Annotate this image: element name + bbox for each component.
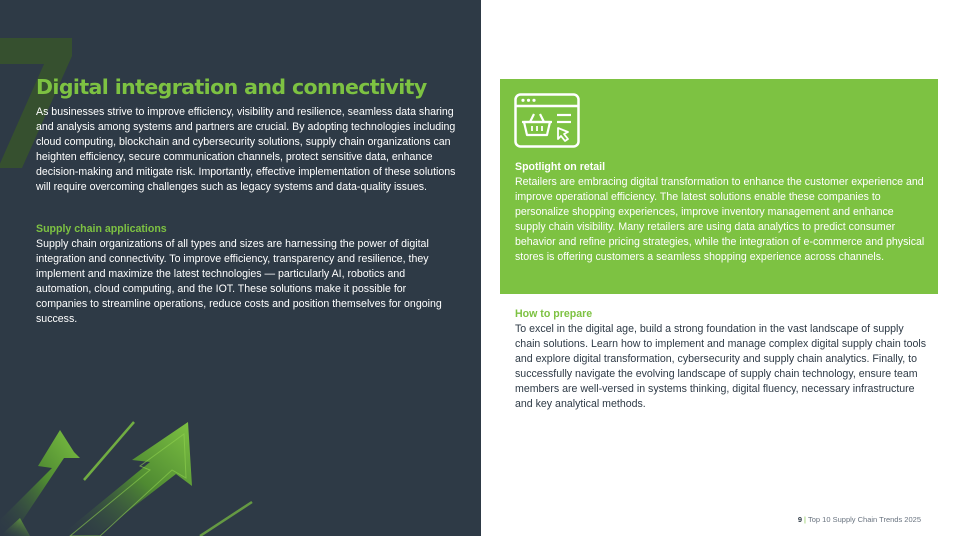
spotlight-paragraph: Retailers are embracing digital transformation to enhance the customer experience and improve operational efficiency. The latest solutions enable these companies to personalize shopping experiences, improve inventory management and enhance supply chain visibility. Many retailers are using data analytics to predict consumer behavior and refine pricing strategies, while the integration of e-commerce and physical stores is offering customers a seamless shopping experience across channels.	[515, 176, 925, 263]
intro-paragraph: As businesses strive to improve efficiency, visibility and resilience, seamless data sharing and analysis among systems and partners are crucial. By adopting technologies including cloud computing, blockchain and cybersecurity solutions, supply chain organizations can heighten efficiency, secure communication channels, protect sensitive data, enhance decision-making and mitigate risk. Importantly, effective implementation of these solutions will require overcoming challenges such as legacy systems and data-quality issues.	[36, 106, 456, 193]
how-to-prepare-section	[515, 307, 930, 412]
spotlight-retail-box	[500, 79, 938, 294]
shopping-basket-browser-icon	[514, 93, 580, 148]
page-footer	[798, 515, 921, 524]
applications-paragraph: Supply chain organizations of all types and sizes are harnessing the power of digital integration and connectivity. To improve efficiency, transparency and resilience, they implement and maximize the latest technologies — particularly AI, robotics and automation, cloud computing, and the IOT. These solutions make it possible for companies to streamline operations, reduce costs and position themselves for ongoing success.	[36, 238, 442, 325]
prepare-paragraph: To excel in the digital age, build a strong foundation in the vast landscape of supply chain solutions. Learn how to implement and manage complex digital supply chain tools and explore digital transformation, cybersecurity and supply chain analytics. Finally, to successfully navigate the evolving landscape of supply chain technology, ensure team members are well-versed in systems thinking, digital fluency, necessary infrastructure and key analytical methods.	[515, 323, 927, 410]
intro-section	[36, 105, 456, 195]
footer-separator: |	[804, 515, 806, 524]
prepare-heading: How to prepare	[515, 308, 593, 320]
page-title: Digital integration and connectivity	[36, 75, 427, 99]
page-number: 9	[797, 515, 803, 524]
spotlight-heading: Spotlight on retail	[515, 161, 606, 173]
applications-section	[36, 222, 456, 327]
footer-doc-title: Top 10 Supply Chain Trends 2025	[808, 515, 921, 524]
spotlight-text-block	[515, 160, 925, 265]
applications-heading: Supply chain applications	[36, 223, 167, 235]
growth-arrows-graphic	[0, 400, 300, 536]
